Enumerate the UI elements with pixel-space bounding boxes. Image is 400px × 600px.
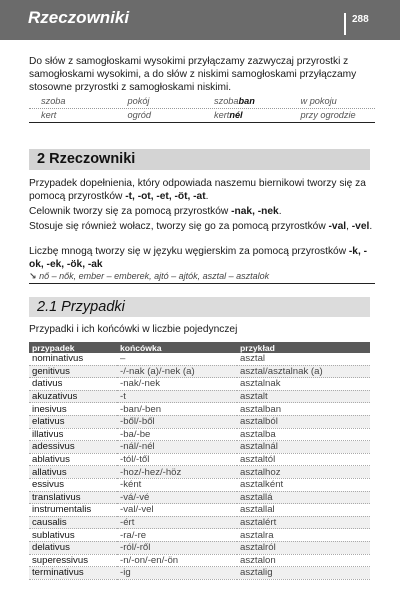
case-ending: -ért: [117, 516, 237, 529]
table-row: [29, 516, 370, 529]
case-ending: -n/-on/-en/-ön: [117, 554, 237, 567]
case-example: asztalért: [237, 516, 370, 529]
example-suffixed: kertnél: [214, 110, 243, 120]
case-name: akuzativus: [29, 390, 117, 403]
case-ending: -val/-vel: [117, 504, 237, 517]
example-word: szoba: [41, 96, 66, 106]
table-row: [29, 541, 370, 554]
table-caption: Przypadki i ich końcówki w liczbie pojedynczej: [29, 324, 238, 335]
case-ending: -ig: [117, 567, 237, 580]
case-name: translativus: [29, 491, 117, 504]
example-suffixed: szobaban: [214, 96, 255, 106]
table-row: [29, 478, 370, 491]
case-example: asztalnál: [237, 441, 370, 454]
table-row: [29, 466, 370, 479]
table-row: [29, 403, 370, 416]
case-ending: -ról/-ről: [117, 541, 237, 554]
case-name: causalis: [29, 516, 117, 529]
table-row: [29, 365, 370, 378]
header-divider: [344, 13, 346, 35]
example-row: [29, 109, 375, 123]
page-header: [0, 0, 400, 40]
case-name: ablativus: [29, 453, 117, 466]
case-example: asztalként: [237, 478, 370, 491]
case-name: nominativus: [29, 353, 117, 365]
section-title: 2 Rzeczowniki: [37, 151, 136, 167]
case-name: illativus: [29, 428, 117, 441]
case-name: elativus: [29, 415, 117, 428]
case-ending: -ra/-re: [117, 529, 237, 542]
table-row: [29, 378, 370, 391]
case-name: genitivus: [29, 365, 117, 378]
case-name: delativus: [29, 541, 117, 554]
case-ending: -/-nak (a)/-nek (a): [117, 365, 237, 378]
paragraph-plural: Liczbę mnogą tworzy się w języku węgierskim za pomocą przyrostków -k, -ok, -ek, -ök, -ak: [29, 246, 368, 270]
case-name: allativus: [29, 466, 117, 479]
table-header-row: [29, 342, 370, 353]
example-suffixed-translation: przy ogrodzie: [300, 110, 356, 120]
case-example: asztalban: [237, 403, 370, 416]
case-example: asztalra: [237, 529, 370, 542]
example-translation: pokój: [127, 96, 150, 106]
example-table: [29, 95, 375, 123]
subsection-heading: [29, 297, 370, 317]
case-name: terminativus: [29, 567, 117, 580]
case-name: inesivus: [29, 403, 117, 416]
case-example: asztalból: [237, 415, 370, 428]
case-ending: -hoz/-hez/-höz: [117, 466, 237, 479]
case-ending: -ban/-ben: [117, 403, 237, 416]
column-header: przykład: [237, 342, 370, 353]
case-example: asztal: [237, 353, 370, 365]
case-example: asztalhoz: [237, 466, 370, 479]
table-row: [29, 554, 370, 567]
case-example: asztalról: [237, 541, 370, 554]
case-example: asztalig: [237, 567, 370, 580]
case-example: asztalba: [237, 428, 370, 441]
plural-examples: ↘ nő – nők, ember – emberek, ajtó – ajtók, asztal – asztalok: [29, 271, 375, 284]
table-row: [29, 529, 370, 542]
table-row: [29, 441, 370, 454]
example-row: [29, 95, 375, 109]
page-number: 288: [352, 14, 369, 25]
case-example: asztallal: [237, 504, 370, 517]
arrow-icon: ↘: [29, 271, 37, 281]
case-example: asztalnak: [237, 378, 370, 391]
case-ending: -ből/-ből: [117, 415, 237, 428]
case-ending: -nál/-nél: [117, 441, 237, 454]
subsection-title: 2.1 Przypadki: [37, 299, 125, 315]
table-row: [29, 453, 370, 466]
case-ending: -ként: [117, 478, 237, 491]
case-name: essivus: [29, 478, 117, 491]
case-example: asztal/asztalnak (a): [237, 365, 370, 378]
cases-table: [29, 342, 370, 580]
table-row: [29, 567, 370, 580]
example-translation: ogród: [127, 110, 151, 120]
table-row: [29, 353, 370, 365]
case-name: sublativus: [29, 529, 117, 542]
table-row: [29, 390, 370, 403]
case-ending: -t: [117, 390, 237, 403]
table-row: [29, 428, 370, 441]
table-row: [29, 491, 370, 504]
column-header: przypadek: [29, 342, 117, 353]
case-example: asztallá: [237, 491, 370, 504]
case-name: superessivus: [29, 554, 117, 567]
paragraph-dative: Celownik tworzy się za pomocą przyrostków -nak, -nek.: [29, 206, 282, 217]
case-ending: -nak/-nek: [117, 378, 237, 391]
case-ending: -vá/-vé: [117, 491, 237, 504]
case-example: asztaltól: [237, 453, 370, 466]
example-suffixed-translation: w pokoju: [300, 96, 337, 106]
table-row: [29, 504, 370, 517]
paragraph-accusative: Przypadek dopełnienia, który odpowiada naszemu biernikowi tworzy się za pomocą przyrostków -t, -ot, -et, -öt, -at.: [29, 178, 366, 202]
case-ending: -tól/-től: [117, 453, 237, 466]
intro-paragraph: Do słów z samogłoskami wysokimi przyłączamy zazwyczaj przyrostki z samogłoskami wysokimi, a do słów z niskimi samogłoskami przyłączamy stosowne przyrostki z samogłoskami niskimi.: [29, 56, 357, 93]
example-word: kert: [41, 110, 57, 120]
case-ending: –: [117, 353, 237, 365]
table-row: [29, 415, 370, 428]
column-header: końcówka: [117, 342, 237, 353]
case-ending: -ba/-be: [117, 428, 237, 441]
page-title: Rzeczowniki: [28, 8, 130, 27]
case-example: asztalt: [237, 390, 370, 403]
paragraph-vocative: Stosuje się również wołacz, tworzy się go za pomocą przyrostków -val, -vel.: [29, 221, 373, 232]
case-name: instrumentalis: [29, 504, 117, 517]
case-example: asztalon: [237, 554, 370, 567]
section-heading: [29, 149, 370, 170]
case-name: dativus: [29, 378, 117, 391]
case-name: adessivus: [29, 441, 117, 454]
